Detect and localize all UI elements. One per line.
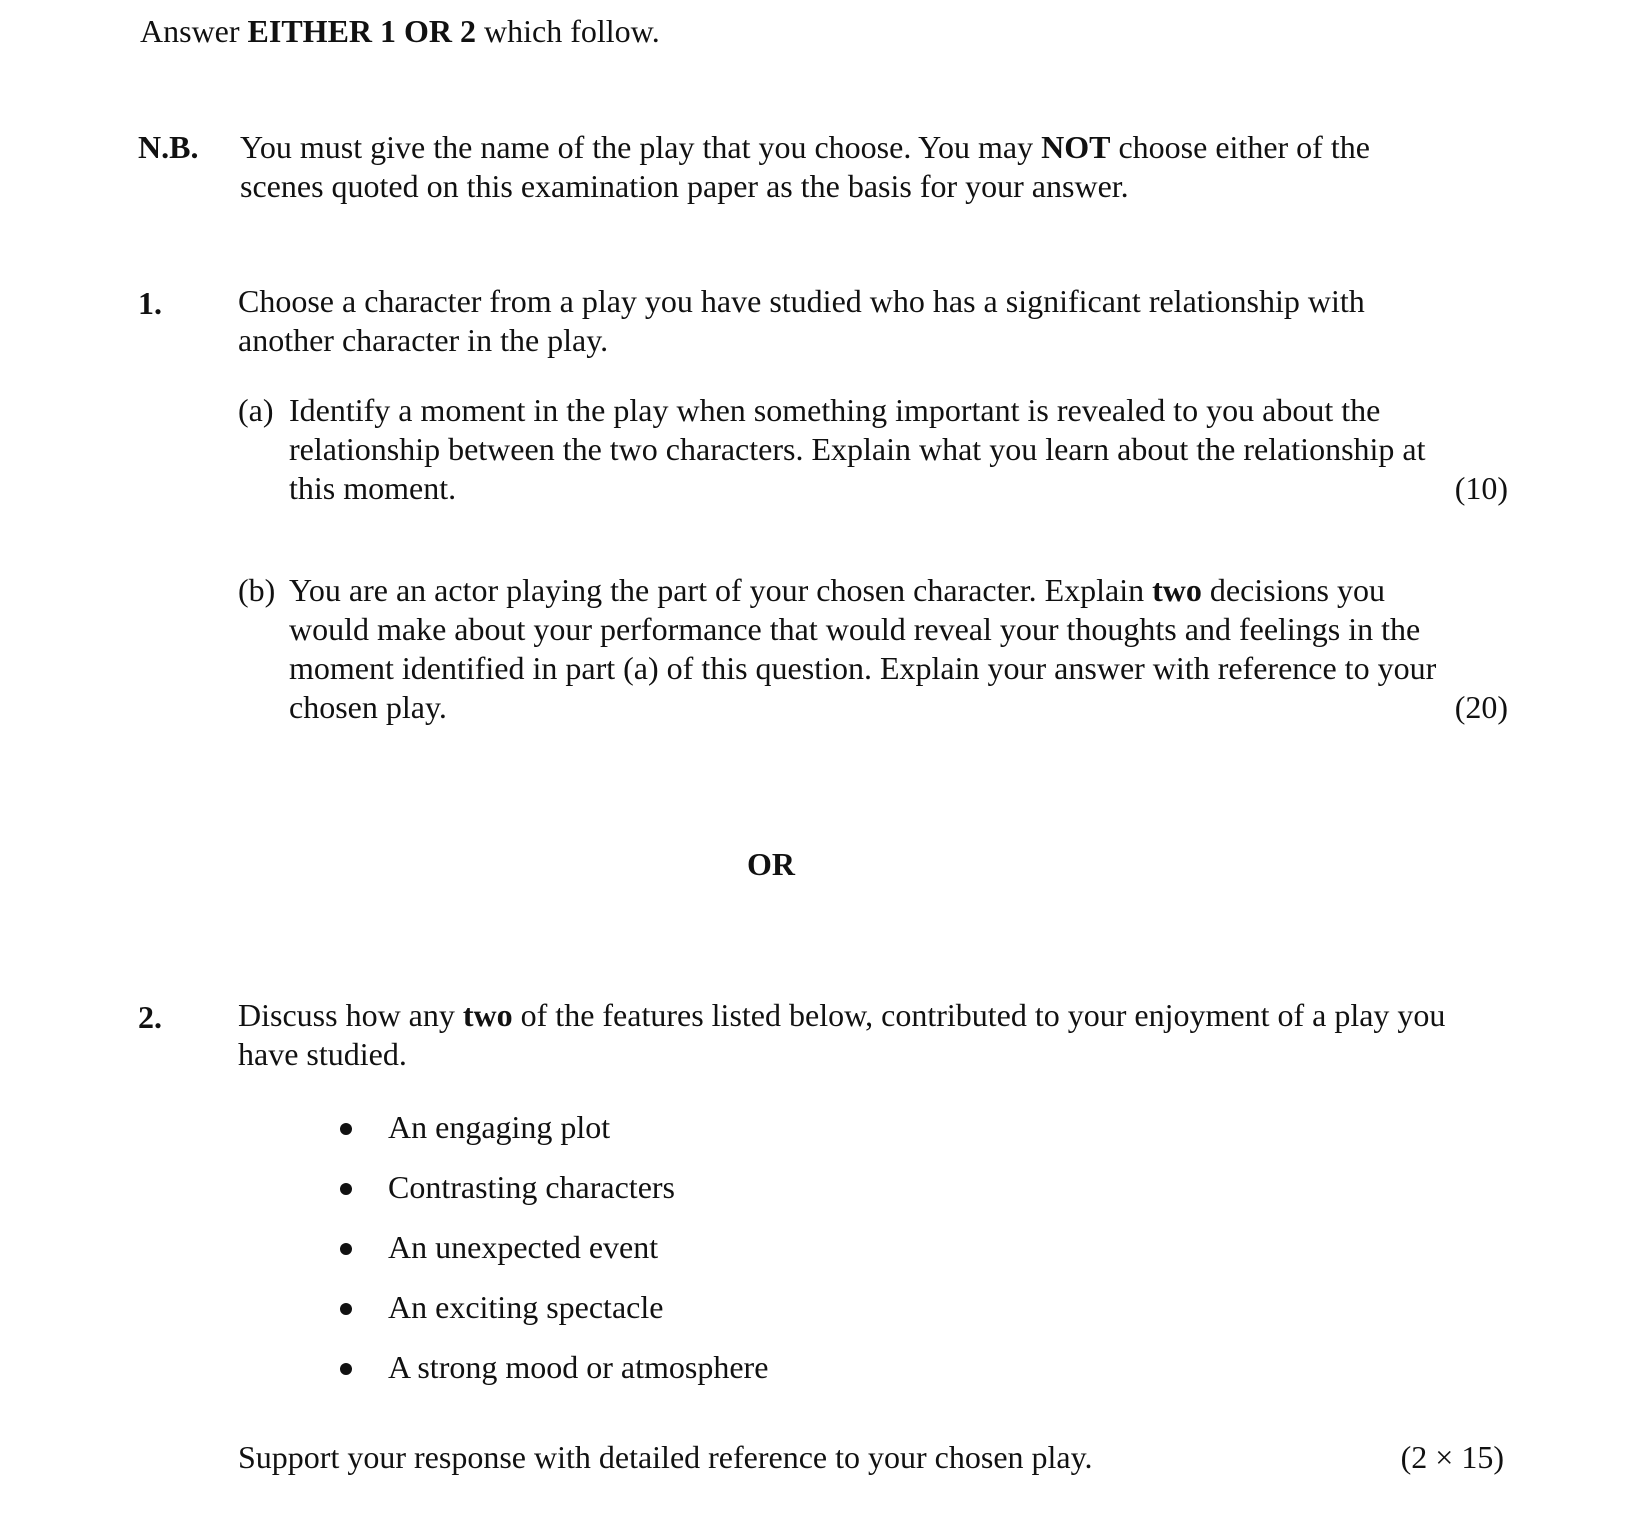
q2-stem (238, 996, 1445, 1074)
q1b-line-4: chosen play. (289, 689, 447, 725)
nb-line1-pre: You must give the name of the play that you choose. You may (240, 129, 1042, 165)
q1-part-a (238, 391, 1508, 511)
or-divider: OR (747, 846, 795, 882)
feature-label: An unexpected event (388, 1229, 659, 1265)
q1b-line-2: would make about your performance that would reveal your thoughts and feelings in the (289, 611, 1421, 647)
q2-marks: (2 × 15) (1400, 1439, 1504, 1475)
q1-stem (238, 282, 1365, 360)
q2-support-text: Support your response with detailed reference to your chosen play. (238, 1439, 1093, 1475)
q1b-line-3: moment identified in part (a) of this question. Explain your answer with reference to your (289, 650, 1437, 686)
q1b-label: (b) (238, 572, 276, 608)
q1b-line-1 (289, 571, 1436, 610)
q1-stem-line-2: another character in the play. (238, 322, 609, 358)
bullet-icon (340, 1363, 352, 1375)
nb-line1-bold: NOT (1041, 129, 1111, 165)
q2-stem-line-1 (238, 996, 1445, 1035)
instruction-pre: Answer (140, 13, 248, 49)
nb-line1-post: choose either of the (1110, 129, 1370, 165)
q1b-marks: (20) (1454, 689, 1508, 725)
q1-stem-line-1: Choose a character from a play you have studied who has a significant relationship with (238, 283, 1365, 319)
nb-text (240, 128, 1370, 206)
feature-label: An exciting spectacle (388, 1289, 664, 1325)
q2-stem-line-2: have studied. (238, 1036, 407, 1072)
feature-label: An engaging plot (388, 1109, 611, 1145)
feature-label: Contrasting characters (388, 1169, 675, 1205)
q2-line1-post: of the features listed below, contributed to your enjoyment of a play you (512, 997, 1446, 1033)
instruction-post: which follow. (476, 13, 660, 49)
q1-number: 1. (138, 285, 162, 321)
q1b-line1-post: decisions you (1201, 572, 1385, 608)
bullet-icon (340, 1303, 352, 1315)
q2-number: 2. (138, 999, 162, 1035)
nb-label: N.B. (138, 129, 199, 165)
instruction-bold: EITHER 1 OR 2 (247, 13, 477, 49)
q2-line1-bold: two (462, 997, 513, 1033)
q1-part-b (238, 571, 1508, 731)
q1b-line1-bold: two (1152, 572, 1202, 608)
nb-line-2: scenes quoted on this examination paper as the basis for your answer. (240, 168, 1129, 204)
q1a-line-2: relationship between the two characters. Explain what you learn about the relationship at (289, 431, 1426, 467)
q1b-text (289, 571, 1436, 727)
q1a-text (289, 391, 1426, 508)
bullet-icon (340, 1243, 352, 1255)
instruction (140, 12, 660, 51)
q1a-line-1: Identify a moment in the play when something important is revealed to you about the (289, 392, 1381, 428)
feature-list (340, 1108, 1040, 1408)
q1a-marks: (10) (1454, 470, 1508, 506)
nb-line-1 (240, 128, 1370, 167)
q1b-line1-pre: You are an actor playing the part of your chosen character. Explain (289, 572, 1153, 608)
q1a-line-3: this moment. (289, 470, 457, 506)
feature-label: A strong mood or atmosphere (388, 1349, 769, 1385)
q2-line1-pre: Discuss how any (238, 997, 463, 1033)
q1a-label: (a) (238, 392, 274, 428)
bullet-icon (340, 1123, 352, 1135)
bullet-icon (340, 1183, 352, 1195)
